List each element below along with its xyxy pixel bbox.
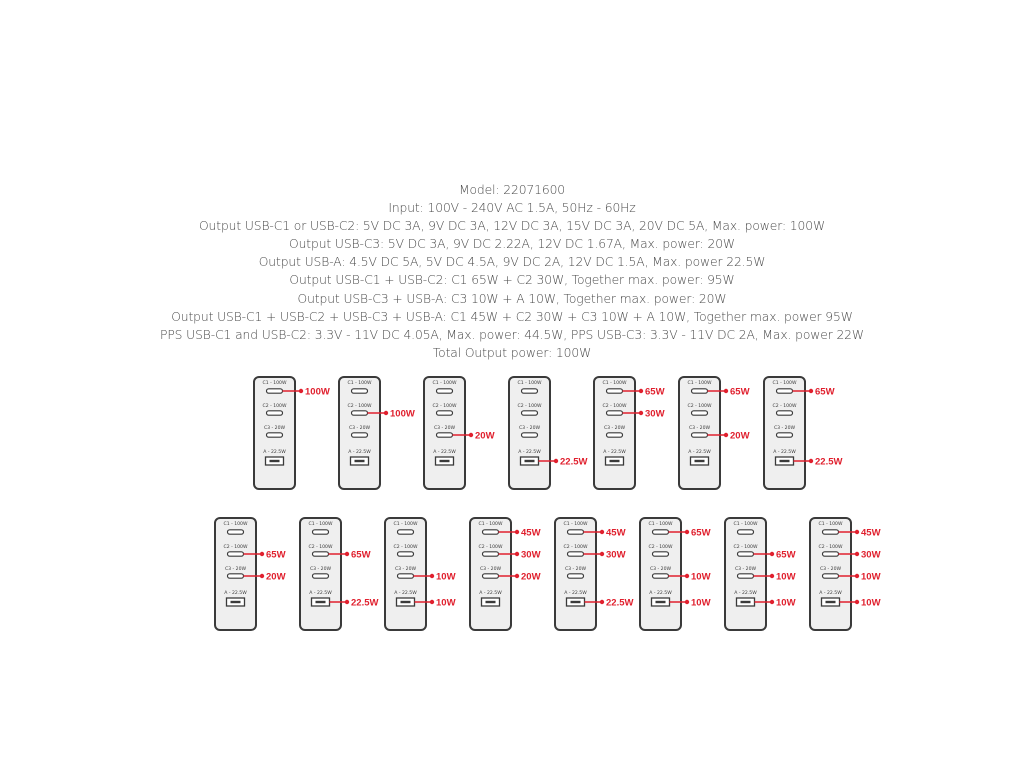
charger-config-6 (679, 377, 750, 489)
port-label-c1: C1 - 100W (517, 381, 542, 386)
callout-dot-c1 (855, 530, 859, 534)
usb-c-port-c2-icon (653, 552, 669, 556)
port-label-c2: C2 - 100W (347, 404, 372, 409)
port-label-a: A - 22.5W (348, 450, 371, 455)
port-label-c3: C3 - 20W (564, 567, 587, 572)
port-label-a: A - 22.5W (734, 591, 757, 596)
usb-c-port-c1-icon (352, 389, 368, 393)
total-output-line: Total Output power: 100W (432, 345, 592, 360)
port-label-c3: C3 - 20W (518, 426, 541, 431)
usb-c-port-c2-icon (267, 411, 283, 415)
charger-config-13 (640, 518, 711, 630)
port-label-c3: C3 - 20W (603, 426, 626, 431)
output-c3-plus-a-line: Output USB-C3 + USB-A: C3 10W + A 10W, Together max. power: 20W (297, 291, 727, 306)
port-label-c1: C1 - 100W (347, 381, 372, 386)
usb-c-port-c3-icon (398, 574, 414, 578)
usb-c-port-c3-icon (228, 574, 244, 578)
usb-a-tongue-icon (656, 601, 666, 603)
usb-c-port-c3-icon (267, 433, 283, 437)
port-label-c2: C2 - 100W (432, 404, 457, 409)
callout-dot-a (809, 459, 813, 463)
usb-a-tongue-icon (571, 601, 581, 603)
usb-c-port-c1-icon (522, 389, 538, 393)
port-label-c2: C2 - 100W (733, 545, 758, 550)
port-label-a: A - 22.5W (564, 591, 587, 596)
charger-config-11 (470, 518, 541, 630)
output-power-c1: 65W (815, 386, 835, 398)
output-power-a: 22.5W (606, 597, 634, 609)
port-label-c1: C1 - 100W (393, 522, 418, 527)
usb-c-port-c2-icon (313, 552, 329, 556)
callout-dot-a (554, 459, 558, 463)
usb-c-port-c2-icon (777, 411, 793, 415)
port-label-c1: C1 - 100W (308, 522, 333, 527)
output-power-c1: 65W (691, 527, 711, 539)
usb-a-tongue-icon (316, 601, 326, 603)
output-power-c2: 100W (390, 408, 415, 420)
port-label-c2: C2 - 100W (687, 404, 712, 409)
charger-config-10 (385, 518, 456, 630)
callout-dot-c2 (260, 552, 264, 556)
port-label-a: A - 22.5W (649, 591, 672, 596)
usb-c-port-c1-icon (228, 530, 244, 534)
port-label-c2: C2 - 100W (478, 545, 503, 550)
usb-a-tongue-icon (525, 460, 535, 462)
port-label-a: A - 22.5W (263, 450, 286, 455)
port-label-c3: C3 - 20W (263, 426, 286, 431)
callout-dot-c2 (515, 552, 519, 556)
port-label-c1: C1 - 100W (563, 522, 588, 527)
port-label-c2: C2 - 100W (602, 404, 627, 409)
usb-c-port-c3-icon (823, 574, 839, 578)
callout-dot-a (345, 600, 349, 604)
port-label-c3: C3 - 20W (309, 567, 332, 572)
output-power-a: 22.5W (351, 597, 379, 609)
port-label-c1: C1 - 100W (478, 522, 503, 527)
charger-config-3 (424, 377, 495, 489)
output-power-c3: 20W (266, 571, 286, 583)
usb-a-tongue-icon (440, 460, 450, 462)
port-label-c3: C3 - 20W (819, 567, 842, 572)
callout-dot-c3 (724, 433, 728, 437)
port-label-a: A - 22.5W (773, 450, 796, 455)
charger-config-12 (555, 518, 633, 630)
usb-c-port-c3-icon (313, 574, 329, 578)
usb-c-port-c2-icon (352, 411, 368, 415)
usb-c-port-c3-icon (522, 433, 538, 437)
charger-config-9 (300, 518, 378, 630)
output-power-a: 10W (436, 597, 456, 609)
callout-dot-c2 (600, 552, 604, 556)
usb-c-port-c2-icon (738, 552, 754, 556)
output-power-c1: 65W (645, 386, 665, 398)
callout-dot-c2 (384, 411, 388, 415)
callout-dot-c1 (809, 389, 813, 393)
charger-config-8 (215, 518, 286, 630)
callout-dot-a (685, 600, 689, 604)
port-label-c2: C2 - 100W (393, 545, 418, 550)
usb-c-port-c1-icon (483, 530, 499, 534)
port-label-c2: C2 - 100W (517, 404, 542, 409)
usb-a-tongue-icon (741, 601, 751, 603)
output-power-c2: 65W (776, 549, 796, 561)
output-all-line: Output USB-C1 + USB-C2 + USB-C3 + USB-A: C1 45W + C2 30W + C3 10W + A 10W, Together max. power 95W (171, 309, 853, 324)
usb-c-port-c2-icon (692, 411, 708, 415)
callout-dot-a (600, 600, 604, 604)
output-power-c3: 20W (475, 430, 495, 442)
charger-config-5 (594, 377, 665, 489)
callout-dot-c3 (685, 574, 689, 578)
output-a-line: Output USB-A: 4.5V DC 5A, 5V DC 4.5A, 9V DC 2A, 12V DC 1.5A, Max. power 22.5W (258, 255, 766, 270)
output-c3-line: Output USB-C3: 5V DC 3A, 9V DC 2.22A, 12V DC 1.67A, Max. power: 20W (289, 237, 735, 252)
output-power-c3: 20W (730, 430, 750, 442)
output-power-a: 10W (861, 597, 881, 609)
port-label-c2: C2 - 100W (648, 545, 673, 550)
port-label-a: A - 22.5W (518, 450, 541, 455)
port-label-a: A - 22.5W (309, 591, 332, 596)
usb-c-port-c1-icon (692, 389, 708, 393)
port-label-c3: C3 - 20W (348, 426, 371, 431)
port-label-c3: C3 - 20W (649, 567, 672, 572)
usb-c-port-c2-icon (522, 411, 538, 415)
port-label-a: A - 22.5W (394, 591, 417, 596)
output-power-c1: 45W (861, 527, 881, 539)
port-label-c1: C1 - 100W (772, 381, 797, 386)
usb-c-port-c3-icon (352, 433, 368, 437)
output-power-c3: 10W (861, 571, 881, 583)
port-label-c3: C3 - 20W (394, 567, 417, 572)
port-label-c2: C2 - 100W (818, 545, 843, 550)
port-label-c3: C3 - 20W (688, 426, 711, 431)
usb-a-tongue-icon (826, 601, 836, 603)
pps-line: PPS USB-C1 and USB-C2: 3.3V - 11V DC 4.05A, Max. power: 44.5W, PPS USB-C3: 3.3V - 11V DC 2A, Max. power 22W (160, 327, 864, 342)
output-c1-c2-line: Output USB-C1 or USB-C2: 5V DC 3A, 9V DC 3A, 12V DC 3A, 15V DC 3A, 20V DC 5A, Max. power: 100W (198, 219, 826, 234)
usb-a-tongue-icon (231, 601, 241, 603)
charger-config-4 (509, 377, 587, 489)
port-label-c1: C1 - 100W (687, 381, 712, 386)
usb-a-tongue-icon (695, 460, 705, 462)
usb-c-port-c2-icon (228, 552, 244, 556)
callout-dot-c3 (515, 574, 519, 578)
callout-dot-a (855, 600, 859, 604)
callout-dot-c3 (430, 574, 434, 578)
usb-c-port-c2-icon (568, 552, 584, 556)
output-power-c1: 45W (521, 527, 541, 539)
usb-a-tongue-icon (355, 460, 365, 462)
output-power-c3: 10W (691, 571, 711, 583)
usb-c-port-c2-icon (823, 552, 839, 556)
port-label-c2: C2 - 100W (772, 404, 797, 409)
callout-dot-c1 (515, 530, 519, 534)
port-label-c1: C1 - 100W (432, 381, 457, 386)
port-label-a: A - 22.5W (688, 450, 711, 455)
port-label-a: A - 22.5W (433, 450, 456, 455)
callout-dot-c1 (639, 389, 643, 393)
port-label-c1: C1 - 100W (818, 522, 843, 527)
usb-a-tongue-icon (401, 601, 411, 603)
callout-dot-c3 (770, 574, 774, 578)
port-label-c1: C1 - 100W (648, 522, 673, 527)
output-c1-plus-c2-line: Output USB-C1 + USB-C2: C1 65W + C2 30W, Together max. power: 95W (289, 273, 735, 288)
usb-c-port-c1-icon (738, 530, 754, 534)
usb-c-port-c3-icon (483, 574, 499, 578)
callout-dot-c1 (685, 530, 689, 534)
callout-dot-c1 (724, 389, 728, 393)
output-power-a: 10W (776, 597, 796, 609)
output-power-c3: 20W (521, 571, 541, 583)
output-power-a: 22.5W (560, 456, 588, 468)
usb-c-port-c3-icon (738, 574, 754, 578)
callout-dot-c2 (770, 552, 774, 556)
usb-c-port-c1-icon (437, 389, 453, 393)
callout-dot-c3 (855, 574, 859, 578)
usb-c-port-c2-icon (398, 552, 414, 556)
usb-c-port-c3-icon (692, 433, 708, 437)
callout-dot-c3 (260, 574, 264, 578)
usb-a-tongue-icon (610, 460, 620, 462)
usb-c-port-c2-icon (437, 411, 453, 415)
output-power-c2: 65W (266, 549, 286, 561)
port-label-a: A - 22.5W (479, 591, 502, 596)
output-power-c2: 30W (606, 549, 626, 561)
callout-dot-c2 (639, 411, 643, 415)
usb-c-port-c3-icon (777, 433, 793, 437)
output-power-c2: 30W (861, 549, 881, 561)
usb-c-port-c2-icon (607, 411, 623, 415)
port-label-c3: C3 - 20W (479, 567, 502, 572)
charger-config-7 (764, 377, 842, 489)
port-label-a: A - 22.5W (224, 591, 247, 596)
charger-config-1 (254, 377, 330, 489)
callout-dot-a (430, 600, 434, 604)
usb-c-port-c1-icon (267, 389, 283, 393)
charger-config-14 (725, 518, 796, 630)
input-line: Input: 100V - 240V AC 1.5A, 50Hz - 60Hz (388, 201, 636, 216)
usb-c-port-c3-icon (607, 433, 623, 437)
port-label-c2: C2 - 100W (223, 545, 248, 550)
usb-c-port-c1-icon (313, 530, 329, 534)
output-power-c3: 10W (776, 571, 796, 583)
port-label-c3: C3 - 20W (433, 426, 456, 431)
port-label-c3: C3 - 20W (734, 567, 757, 572)
charger-config-15 (810, 518, 881, 630)
output-power-c1: 100W (305, 386, 330, 398)
output-power-c2: 30W (521, 549, 541, 561)
usb-c-port-c1-icon (398, 530, 414, 534)
output-power-c2: 30W (645, 408, 665, 420)
usb-a-tongue-icon (270, 460, 280, 462)
port-label-a: A - 22.5W (819, 591, 842, 596)
callout-dot-c1 (299, 389, 303, 393)
callout-dot-c2 (345, 552, 349, 556)
usb-c-port-c1-icon (568, 530, 584, 534)
port-label-c1: C1 - 100W (262, 381, 287, 386)
port-label-c2: C2 - 100W (563, 545, 588, 550)
usb-c-port-c3-icon (568, 574, 584, 578)
callout-dot-a (770, 600, 774, 604)
callout-dot-c2 (855, 552, 859, 556)
port-label-a: A - 22.5W (603, 450, 626, 455)
output-power-c2: 65W (351, 549, 371, 561)
callout-dot-c1 (600, 530, 604, 534)
usb-c-port-c1-icon (653, 530, 669, 534)
usb-c-port-c1-icon (777, 389, 793, 393)
usb-c-port-c1-icon (607, 389, 623, 393)
usb-c-port-c3-icon (437, 433, 453, 437)
port-label-c1: C1 - 100W (223, 522, 248, 527)
callout-dot-c3 (469, 433, 473, 437)
port-label-c1: C1 - 100W (733, 522, 758, 527)
port-label-c3: C3 - 20W (224, 567, 247, 572)
port-label-c3: C3 - 20W (773, 426, 796, 431)
output-power-a: 22.5W (815, 456, 843, 468)
usb-c-port-c2-icon (483, 552, 499, 556)
port-label-c2: C2 - 100W (308, 545, 333, 550)
port-label-c1: C1 - 100W (602, 381, 627, 386)
usb-a-tongue-icon (780, 460, 790, 462)
charger-config-2 (339, 377, 415, 489)
output-power-c1: 65W (730, 386, 750, 398)
port-label-c2: C2 - 100W (262, 404, 287, 409)
model-line: Model: 22071600 (458, 183, 566, 197)
output-power-a: 10W (691, 597, 711, 609)
usb-c-port-c3-icon (653, 574, 669, 578)
usb-c-port-c1-icon (823, 530, 839, 534)
output-power-c1: 45W (606, 527, 626, 539)
usb-a-tongue-icon (486, 601, 496, 603)
output-power-c3: 10W (436, 571, 456, 583)
